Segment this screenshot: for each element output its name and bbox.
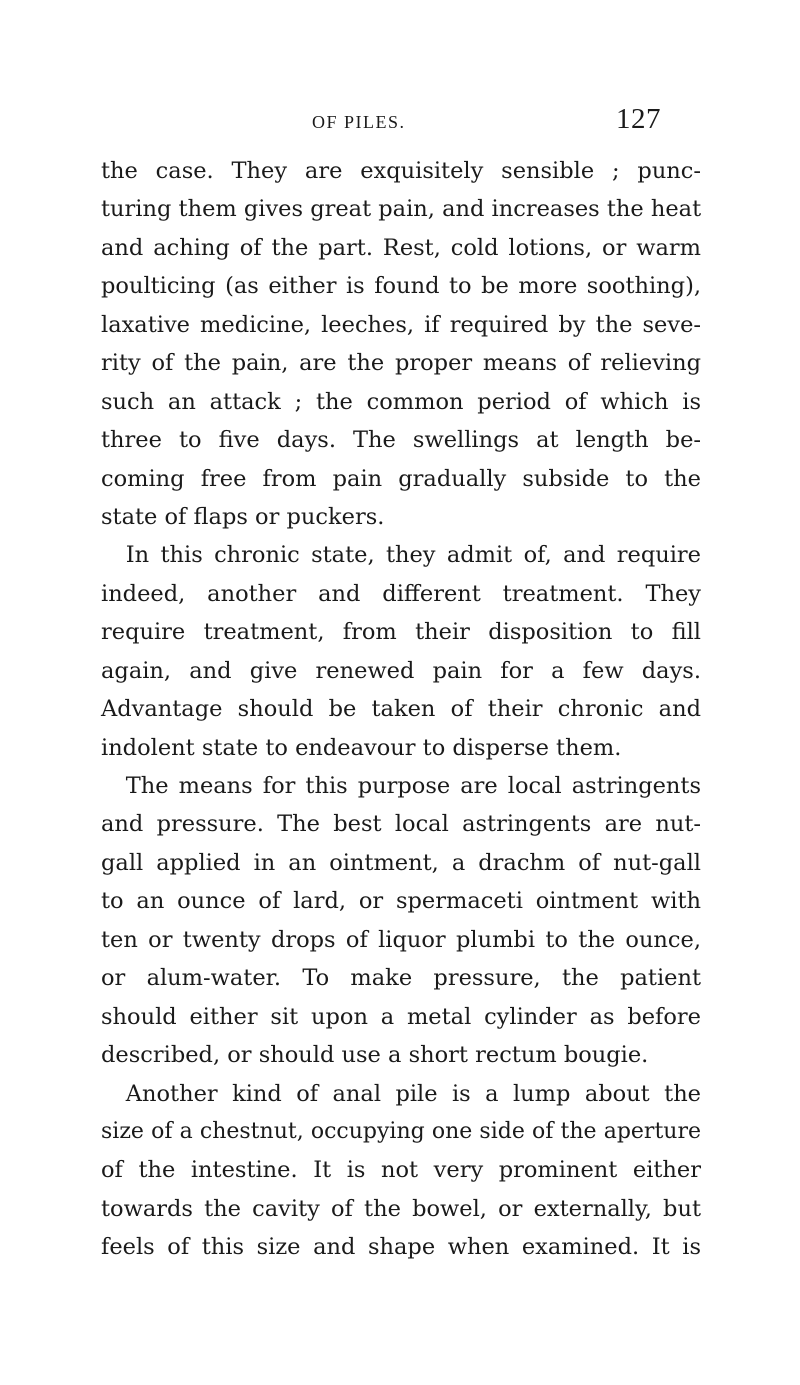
text-line: and pressure. The best local astringents are nut- bbox=[101, 811, 701, 838]
text-line: towards the cavity of the bowel, or externally, but bbox=[101, 1195, 701, 1222]
text-line: feels of this size and shape when examined. It is bbox=[101, 1234, 701, 1261]
text-line: require treatment, from their disposition to fill bbox=[101, 619, 701, 646]
text-line: to an ounce of lard, or spermaceti ointment with bbox=[101, 888, 701, 915]
running-head-title: OF PILES. bbox=[312, 112, 406, 132]
paragraph-end-line: indolent state to endeavour to disperse them. bbox=[101, 734, 622, 761]
page-number: 127 bbox=[616, 103, 661, 135]
text-line: again, and give renewed pain for a few days. bbox=[101, 657, 701, 684]
text-line: indeed, another and different treatment. They bbox=[101, 580, 701, 607]
paragraph-start-line: The means for this purpose are local astringents bbox=[125, 773, 701, 799]
text-line: laxative medicine, leeches, if required by the seve- bbox=[101, 311, 701, 338]
text-line: or alum-water. To make pressure, the patient bbox=[101, 965, 701, 992]
text-line: gall applied in an ointment, a drachm of nut-gall bbox=[101, 849, 701, 876]
paragraph-start-line: Another kind of anal pile is a lump about the bbox=[125, 1080, 701, 1107]
text-line: rity of the pain, are the proper means of relieving bbox=[101, 350, 701, 377]
text-line: three to five days. The swellings at length be- bbox=[101, 427, 701, 454]
text-line: should either sit upon a metal cylinder as before bbox=[101, 1003, 701, 1030]
text-line: size of a chestnut, occupying one side of the aperture bbox=[101, 1118, 701, 1144]
body-text bbox=[101, 152, 701, 1267]
paragraph-end-line: described, or should use a short rectum bougie. bbox=[101, 1042, 649, 1069]
text-line: and aching of the part. Rest, cold lotions, or warm bbox=[101, 234, 701, 261]
paragraph-start-line: In this chronic state, they admit of, and require bbox=[125, 542, 701, 569]
text-line: of the intestine. It is not very prominent either bbox=[101, 1157, 701, 1184]
text-line: poulticing (as either is found to be more soothing), bbox=[101, 273, 701, 300]
text-line: the case. They are exquisitely sensible ; punc- bbox=[101, 158, 701, 184]
paragraph-end-line: state of flaps or puckers. bbox=[101, 503, 385, 530]
text-line: such an attack ; the common period of which is bbox=[101, 388, 701, 415]
text-line: coming free from pain gradually subside to the bbox=[101, 465, 701, 492]
text-line: turing them gives great pain, and increases the heat bbox=[101, 196, 702, 223]
text-line: ten or twenty drops of liquor plumbi to the ounce, bbox=[101, 926, 701, 953]
text-line: Advantage should be taken of their chronic and bbox=[101, 696, 701, 723]
